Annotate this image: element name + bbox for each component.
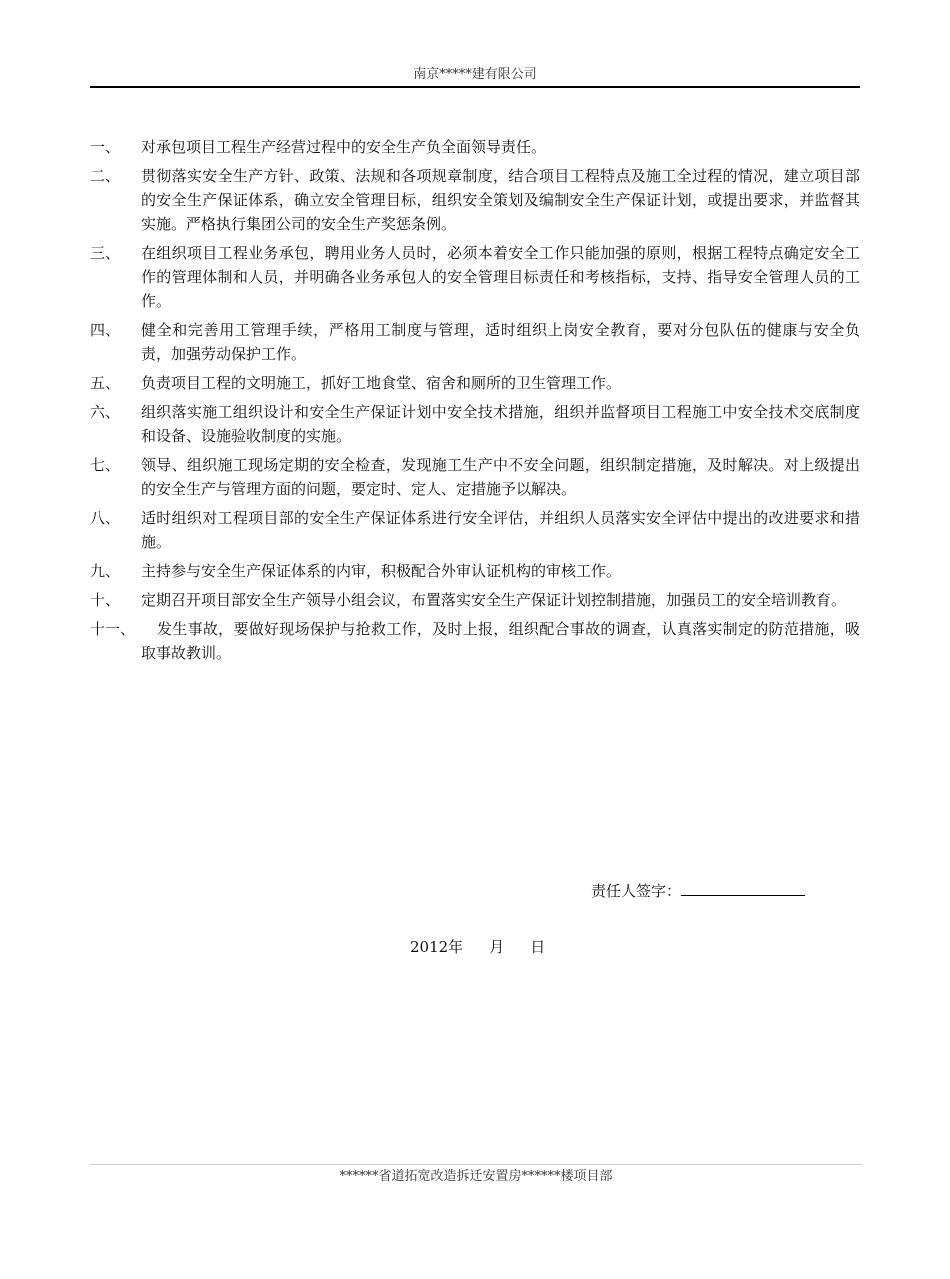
duty-number: 七、 (90, 456, 121, 474)
duty-number: 九、 (90, 562, 121, 580)
date-month: 月 (489, 938, 505, 956)
duty-item-5 (90, 371, 860, 395)
date-year: 2012年 (410, 938, 464, 956)
duty-number: 一、 (90, 138, 121, 156)
duty-number: 十、 (90, 591, 121, 609)
duty-text: 在组织项目工程业务承包，聘用业务人员时，必须本着安全工作只能加强的原则，根据工程特点确定安全工作的管理体制和人员，并明确各业务承包人的安全管理目标责任和考核指标，支持、指导安全管理人员的工作。 (141, 244, 860, 310)
header-rule (90, 86, 860, 88)
duty-number: 三、 (90, 244, 121, 262)
date-day: 日 (530, 938, 546, 956)
duty-item-7 (90, 453, 860, 501)
duty-text: 组织落实施工组织设计和安全生产保证计划中安全技术措施，组织并监督项目工程施工中安全技术交底制度和设备、设施验收制度的实施。 (141, 403, 860, 445)
duty-text: 适时组织对工程项目部的安全生产保证体系进行安全评估，并组织人员落实安全评估中提出的改进要求和措施。 (141, 509, 860, 551)
duty-text: 负责项目工程的文明施工，抓好工地食堂、宿舍和厕所的卫生管理工作。 (141, 374, 622, 392)
duty-number: 八、 (90, 509, 121, 527)
duty-item-8 (90, 506, 860, 554)
duty-number: 六、 (90, 403, 121, 421)
duty-number: 二、 (90, 167, 121, 185)
duty-number: 十一、 (90, 620, 136, 638)
duty-list (90, 135, 860, 670)
signature-label: 责任人签字： (591, 882, 682, 900)
duty-text: 贯彻落实安全生产方针、政策、法规和各项规章制度，结合项目工程特点及施工全过程的情况，建立项目部的安全生产保证体系，确立安全管理目标，组织安全策划及编制安全生产保证计划，或提出要求，并监督其实施。严格执行集团公司的安全生产奖惩条例。 (141, 167, 860, 233)
duty-item-2 (90, 164, 860, 236)
duty-text: 定期召开项目部安全生产领导小组会议，布置落实安全生产保证计划控制措施，加强员工的安全培训教育。 (141, 591, 847, 609)
footer-rule (90, 1164, 862, 1165)
signature-block (591, 880, 805, 902)
duty-number: 五、 (90, 374, 121, 392)
duty-number: 四、 (90, 321, 121, 339)
page-header (90, 66, 860, 84)
duty-item-6 (90, 400, 860, 448)
duty-item-11 (90, 617, 860, 665)
page-footer (90, 1168, 862, 1186)
duty-text: 领导、组织施工现场定期的安全检查，发现施工生产中不安全问题，组织制定措施，及时解决。对上级提出的安全生产与管理方面的问题，要定时、定人、定措施予以解决。 (141, 456, 860, 498)
duty-text: 主持参与安全生产保证体系的内审，积极配合外审认证机构的审核工作。 (141, 562, 622, 580)
duty-text: 发生事故，要做好现场保护与抢救工作，及时上报，组织配合事故的调查，认真落实制定的防范措施，吸取事故教训。 (141, 620, 860, 662)
date-block (410, 936, 545, 958)
duty-item-3 (90, 241, 860, 313)
project-name: ******省道拓宽改造拆迁安置房******楼项目部 (339, 1169, 613, 1184)
duty-item-10 (90, 588, 860, 612)
company-name: 南京*****建有限公司 (413, 67, 537, 82)
duty-item-4 (90, 318, 860, 366)
duty-text: 健全和完善用工管理手续，严格用工制度与管理，适时组织上岗安全教育，要对分包队伍的健康与安全负责，加强劳动保护工作。 (141, 321, 860, 363)
duty-item-1 (90, 135, 860, 159)
duty-text: 对承包项目工程生产经营过程中的安全生产负全面领导责任。 (141, 138, 547, 156)
duty-item-9 (90, 559, 860, 583)
signature-line[interactable] (681, 880, 805, 896)
